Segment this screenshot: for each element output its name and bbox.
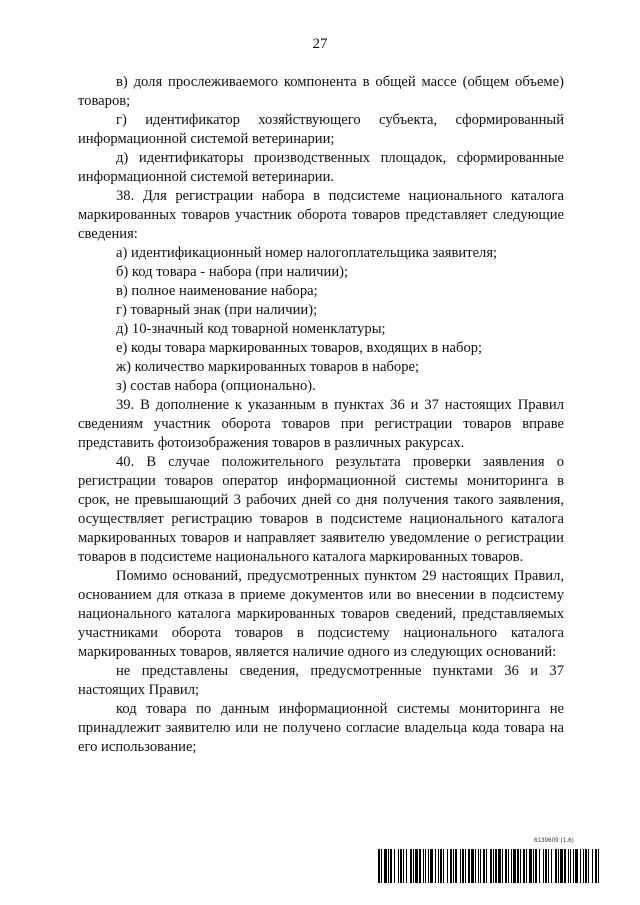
list-item-e: е) коды товара маркированных товаров, входящих в набор; <box>116 340 483 356</box>
paragraph-d-identifiers: д) идентификаторы производственных площадок, сформированные информационной системой ветеринарии. <box>78 150 564 185</box>
paragraph-g-identifier: г) идентификатор хозяйствующего субъекта, сформированный информационной системой ветеринарии; <box>78 112 564 147</box>
paragraph-ground-2: код товара по данным информационной системы мониторинга не принадлежит заявителю или не получено согласие владельца кода товара на его использование; <box>78 701 564 755</box>
list-item-b: б) код товара - набора (при наличии); <box>116 264 349 280</box>
paragraph-v-share: в) доля прослеживаемого компонента в общей массе (общем объеме) товаров; <box>78 74 564 109</box>
paragraph-ground-1: не представлены сведения, предусмотренные пунктами 36 и 37 настоящих Правил; <box>78 663 564 698</box>
paragraph-39: 39. В дополнение к указанным в пунктах 36 и 37 настоящих Правил сведениям участник оборота товаров при регистрации товаров вправе представить фотоизображения товаров в различных ракурсах. <box>78 397 564 451</box>
list-item-z: з) состав набора (опционально). <box>116 378 316 394</box>
paragraph-40: 40. В случае положительного результата проверки заявления о регистрации товаров оператор информационной системы мониторинга в срок, не превышающий 3 рабочих дней со дня получения такого заявления, осуществляет регистрацию товаров в подсистеме национального каталога маркированных товаров и направляет заявителю уведомление о регистрации товаров в подсистеме национального каталога маркированных товаров. <box>78 454 564 565</box>
list-item-g: г) товарный знак (при наличии); <box>116 302 318 318</box>
barcode-caption: 6139609 (1.6) <box>534 838 574 844</box>
list-item-a: а) идентификационный номер налогоплательщика заявителя; <box>116 245 498 261</box>
paragraph-refusal-grounds: Помимо оснований, предусмотренных пунктом 29 настоящих Правил, основанием для отказа в приеме документов или во внесении в подсистему национального каталога маркированных товаров сведений, представляемых участниками оборота товаров в подсистему национального каталога маркированных товаров, является наличие одного из следующих оснований: <box>78 568 564 660</box>
document-body <box>78 73 564 757</box>
paragraph-38: 38. Для регистрации набора в подсистеме национального каталога маркированных товаров участник оборота товаров представляет следующие сведения: <box>78 188 564 242</box>
list-item-d: д) 10-значный код товарной номенклатуры; <box>116 321 386 337</box>
list-item-v: в) полное наименование набора; <box>116 283 318 299</box>
barcode-image <box>378 849 602 883</box>
list-item-zh: ж) количество маркированных товаров в наборе; <box>116 359 420 375</box>
page-number: 27 <box>312 36 328 52</box>
